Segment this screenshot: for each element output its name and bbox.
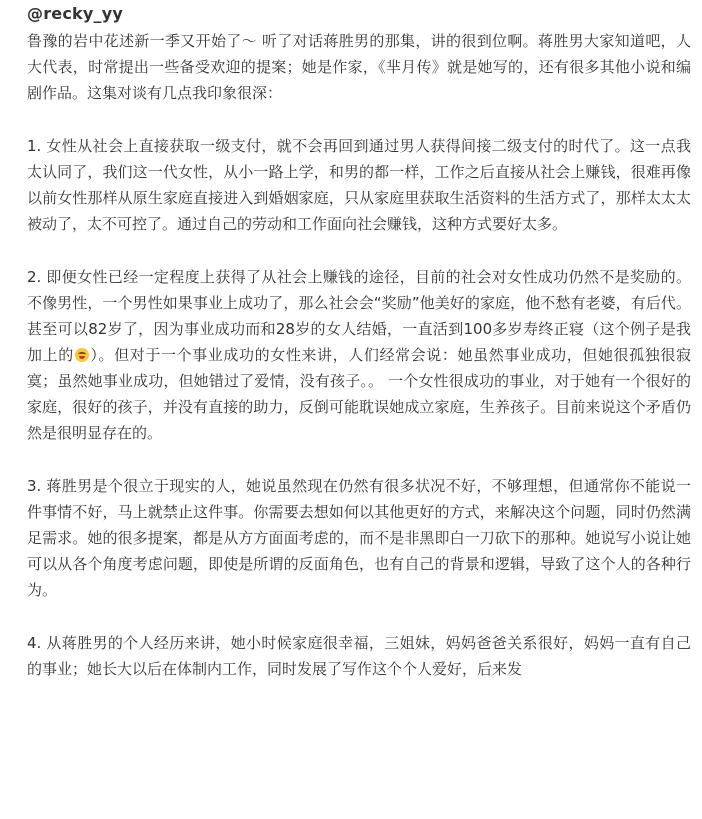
point-3-paragraph: 3. 蒋胜男是个很立于现实的人，她说虽然现在仍然有很多状况不好，不够理想，但通常你不能说一件事情不好，马上就禁止这件事。你需要去想如何以其他更好的方式，来解决这个问题，同时仍然满足需求。她的很多提案，都是从方方面面考虑的，而不是非黑即白一刀砍下的那种。她说写小说让她可以从各个角度考虑问题，即使是所谓的反面角色，也有自己的背景和逻辑，导致了这个人的各种行为。 xyxy=(27,477,691,599)
author-handle[interactable]: @recky_yy xyxy=(27,4,123,23)
post-content xyxy=(27,0,691,682)
point-4-paragraph: 4. 从蒋胜男的个人经历来讲，她小时候家庭很幸福，三姐妹，妈妈爸爸关系很好，妈妈一直有自己的事业；她长大以后在体制内工作，同时发展了写作这个个人爱好，后来发 xyxy=(27,634,691,678)
point-1-paragraph: 1. 女性从社会上直接获取一级支付，就不会再回到通过男人获得间接二级支付的时代了。这一点我太认同了，我们这一代女性，从小一路上学，和男的都一样，工作之后直接从社会上赚钱，很难再像以前女性那样从原生家庭直接进入到婚姻家庭，只从家庭里获取生活资料的生活方式了，那样太太太被动了，太不可控了。通过自己的劳动和工作面向社会赚钱，这种方式要好太多。 xyxy=(27,137,691,233)
intro-paragraph: 鲁豫的岩中花述新一季又开始了～ 听了对话蒋胜男的那集，讲的很到位啊。蒋胜男大家知道吧，人大代表，时常提出一些备受欢迎的提案；她是作家，《芈月传》就是她写的，还有很多其他小说和编剧作品。这集对谈有几点我印象很深： xyxy=(27,32,691,102)
paragraph-gap xyxy=(27,106,691,133)
point-2-text-before: 2. 即便女性已经一定程度上获得了从社会上赚钱的途径，目前的社会对女性成功仍然不是奖励的。不像男性，一个男性如果事业上成功了，那么社会会“奖励”他美好的家庭，他不愁有老婆，有后代。甚至可以82岁了，因为事业成功而和28岁的女人结婚，一直活到100多岁寿终正寝（这个例子是我加上的 xyxy=(27,268,691,364)
point-2-text-after: ）。但对于一个事业成功的女性来讲，人们经常会说：她虽然事业成功，但她很孤独很寂寞；虽然她事业成功，但她错过了爱情，没有孩子。。 一个女性很成功的事业，对于她有一个很好的家庭，很好的孩子，并没有直接的助力，反倒可能耽误她成立家庭，生养孩子。目前来说这个矛盾仍然是很明显存在的。 xyxy=(27,346,691,442)
paragraph-gap xyxy=(27,237,691,264)
point-2-paragraph xyxy=(27,264,691,446)
laughing-emoji-icon xyxy=(75,348,89,362)
paragraph-gap xyxy=(27,446,691,473)
paragraph-gap xyxy=(27,603,691,630)
